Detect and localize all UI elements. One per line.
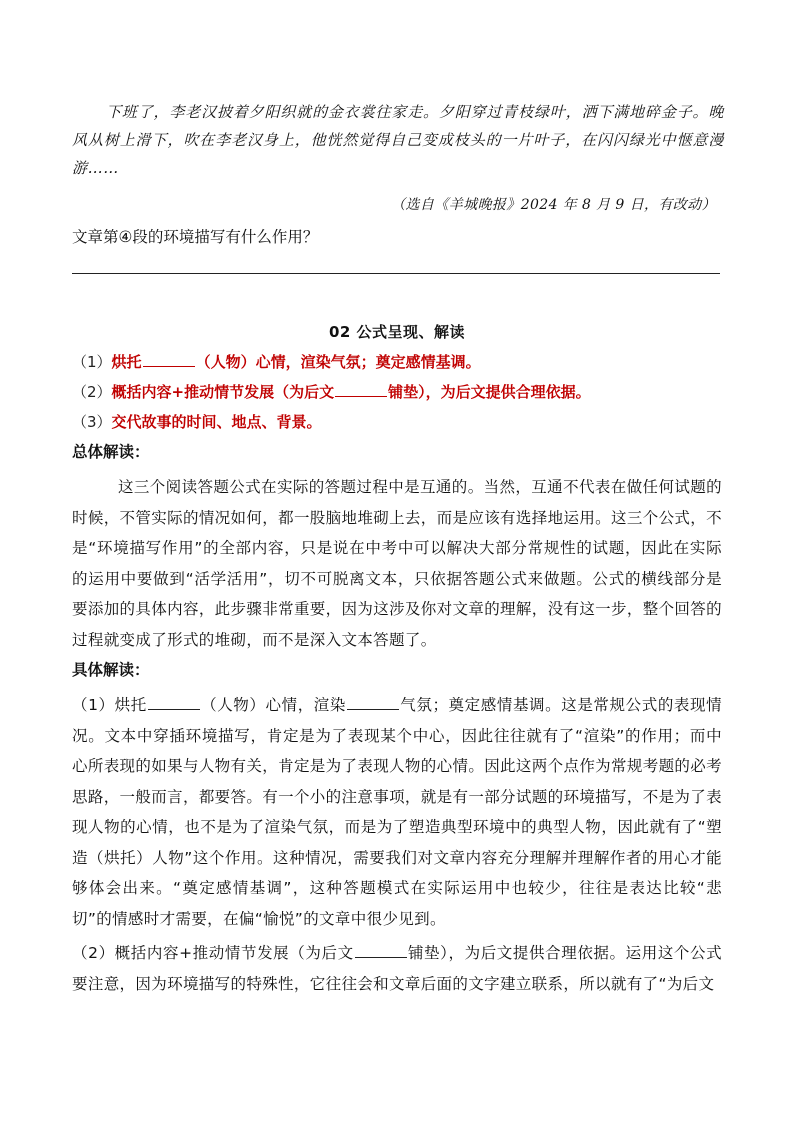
detail-paragraph-1 [72,690,722,934]
overall-paragraph: 这三个阅读答题公式在实际的答题过程中是互通的。当然，互通不代表在做任何试题的时候，不管实际的情况如何，都一股脑地堆砌上去，而是应该有选择地运用。这三个公式，不是“环境描写作用”的全部内容，只是说在中考中可以解决大部分常规性的试题，因此在实际的运用中要做到“活学活用”，切不可脱离文本，只依据答题公式来做题。公式的横线部分是要添加的具体内容，此步骤非常重要，因为这涉及你对文章的理解，没有这一步，整个回答的过程就变成了形式的堆砌，而不是深入文本答题了。 [72,478,722,649]
fill-blank [335,380,387,397]
excerpt-source: （选自《羊城晚报》2024 年 8 月 9 日，有改动） [391,197,716,213]
detail-text: （2）概括内容+推动情节发展（为后文 [72,944,354,962]
fill-blank [143,350,195,367]
formula-number: （2） [72,383,112,401]
formula-text-a: 概括内容+推动情节发展（为后文 [111,383,335,401]
answer-line[interactable] [72,273,720,274]
fill-blank [148,693,200,710]
detail-text: （1）烘托 [72,696,147,714]
story-excerpt: 下班了，李老汉披着夕阳织就的金衣裳往家走。夕阳穿过青枝绿叶，洒下满地碎金子。晚风从树上滑下，吹在李老汉身上，他恍然觉得自己变成枝头的一片叶子，在闪闪绿光中惬意漫游…… [72,103,724,177]
formula-text: 交代故事的时间、地点、背景。 [111,413,322,431]
detail-text: 气氛；奠定感情基调。这是常规公式的表现情况。文本中穿插环境描写，肯定是为了表现某个中心，因此往往就有了“渲染”的作用；而中心所表现的如果与人物有关，肯定是为了表现人物的心情。因此这两个点作为常规考题的必考思路，一般而言，都要答。有一个小的注意事项，就是有一部分试题的环境描写，不是为了表现人物的心情，也不是为了渲染气氛，而是为了塑造典型环境中的典型人物，因此就有了“塑造（烘托）人物”这个作用。这种情况，需要我们对文章内容充分理解并理解作者的用心才能够体会出来。“奠定感情基调”，这种答题模式在实际运用中也较少，往往是表达比较“悲切”的情感时才需要，在偏“愉悦”的文章中很少见到。 [72,696,722,928]
formula-number: （1） [72,353,112,371]
section-title: 02 公式呈现、解读 [328,323,466,341]
detail-text: 铺垫），为后文提供合理依据。运用这个公式要注意，因为环境描写的特殊性，它往往会和文章后面的文字建立联系，所以就有了“为后文 [72,944,722,993]
overall-heading: 总体解读： [72,443,150,461]
detail-heading: 具体解读： [72,661,150,679]
formula-text-a: 烘托 [111,353,142,371]
fill-blank [347,693,399,710]
formula-text-b: 铺垫），为后文提供合理依据。 [388,383,591,401]
detail-text: （人物）心情，渲染 [200,696,346,714]
question-text: 文章第④段的环境描写有什么作用？ [72,228,319,246]
formula-2 [72,380,591,404]
fill-blank [355,941,407,958]
formula-1 [72,350,481,374]
formula-3 [72,410,322,434]
formula-number: （3） [72,413,112,431]
formula-text-b: （人物）心情，渲染气氛；奠定感情基调。 [195,353,481,371]
detail-paragraph-2 [72,938,722,999]
